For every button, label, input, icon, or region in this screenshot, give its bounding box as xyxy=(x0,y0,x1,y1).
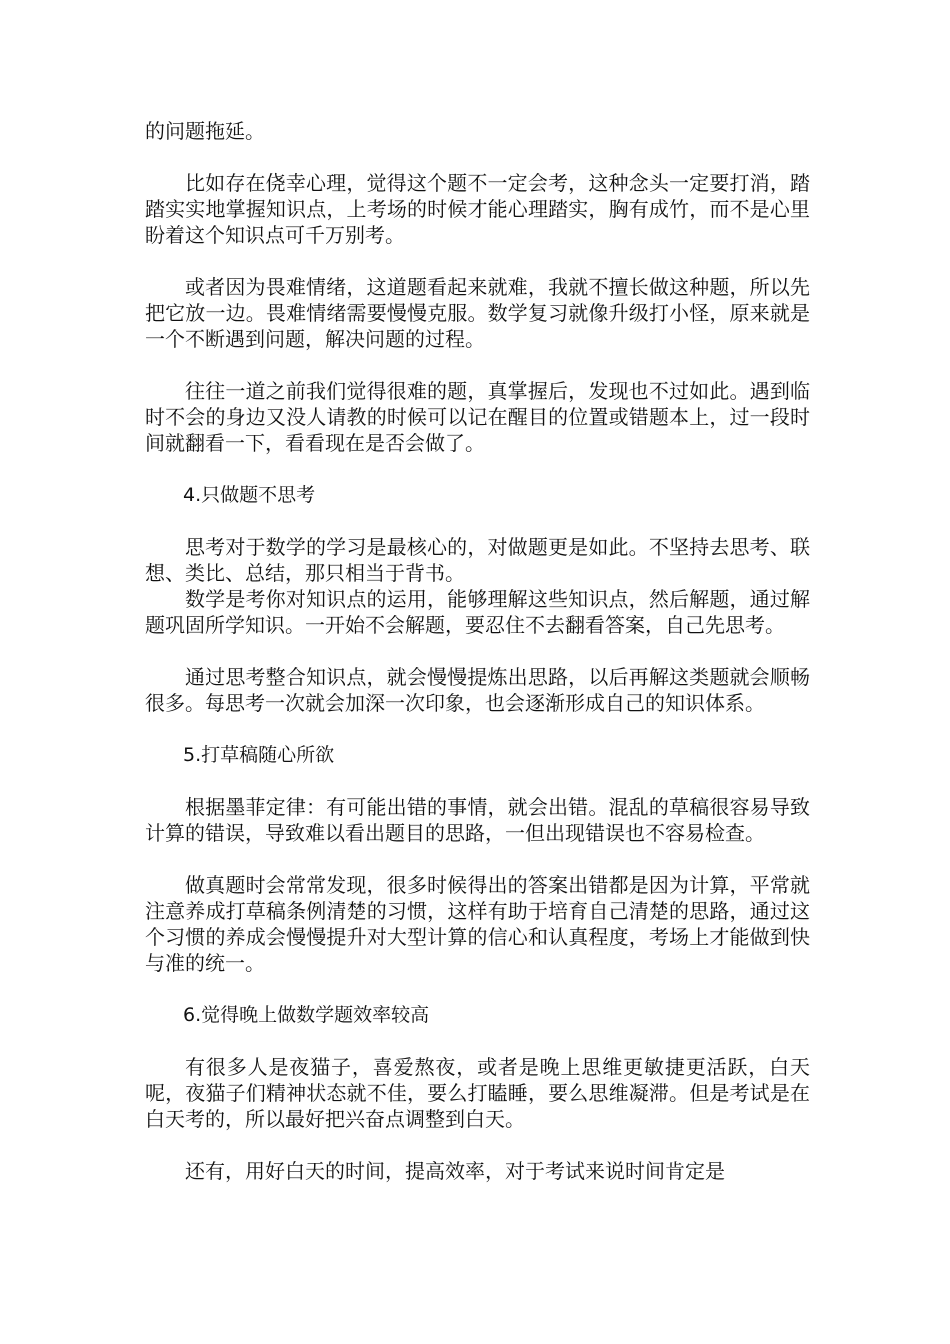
paragraph-draft-habit: 做真题时会常常发现，很多时候得出的答案出错都是因为计算，平常就注意养成打草稿条例清楚的习惯，这样有助于培育自己清楚的思路，通过这个习惯的养成会慢慢提升对大型计算的信心和认真程度，考场上才能做到快与准的统一。 xyxy=(145,873,810,975)
paragraph-apply-knowledge: 数学是考你对知识点的运用，能够理解这些知识点，然后解题，通过解题巩固所学知识。一开始不会解题，要忍住不去翻看答案，自己先思考。 xyxy=(145,587,810,637)
section-heading-5: 5.打草稿随心所欲 xyxy=(183,744,335,766)
paragraph-fear-difficulty: 或者因为畏难情绪，这道题看起来就难，我就不擅长做这种题，所以先把它放一边。畏难情绪需要慢慢克服。数学复习就像升级打小怪，原来就是一个不断遇到问题，解决问题的过程。 xyxy=(145,275,810,351)
paragraph-murphy-law: 根据墨菲定律：有可能出错的事情，就会出错。混乱的草稿很容易导致计算的错误，导致难以看出题目的思路，一但出现错误也不容易检查。 xyxy=(145,795,810,845)
paragraph-integrate-knowledge: 通过思考整合知识点，就会慢慢提炼出思路，以后再解这类题就会顺畅很多。每思考一次就会加深一次印象，也会逐渐形成自己的知识体系。 xyxy=(145,665,810,715)
paragraph-luck-mentality: 比如存在侥幸心理，觉得这个题不一定会考，这种念头一定要打消，踏踏实实地掌握知识点，上考场的时候才能心理踏实，胸有成竹，而不是心里盼着这个知识点可千万别考。 xyxy=(145,171,810,247)
paragraph-hard-problems: 往往一道之前我们觉得很难的题，真掌握后，发现也不过如此。遇到临时不会的身边又没人请教的时候可以记在醒目的位置或错题本上，过一段时间就翻看一下，看看现在是否会做了。 xyxy=(145,379,810,455)
paragraph-night-owl: 有很多人是夜猫子，喜爱熬夜，或者是晚上思维更敏捷更活跃，白天呢，夜猫子们精神状态就不佳，要么打瞌睡，要么思维凝滞。但是考试是在白天考的，所以最好把兴奋点调整到白天。 xyxy=(145,1055,810,1131)
paragraph-daytime: 还有，用好白天的时间，提高效率，对于考试来说时间肯定是 xyxy=(185,1159,725,1183)
section-heading-4: 4.只做题不思考 xyxy=(183,484,316,506)
paragraph-thinking-core: 思考对于数学的学习是最核心的，对做题更是如此。不坚持去思考、联想、类比、总结，那只相当于背书。 xyxy=(145,535,810,585)
section-heading-6: 6.觉得晚上做数学题效率较高 xyxy=(183,1004,430,1026)
paragraph-continuation: 的问题拖延。 xyxy=(145,119,265,143)
